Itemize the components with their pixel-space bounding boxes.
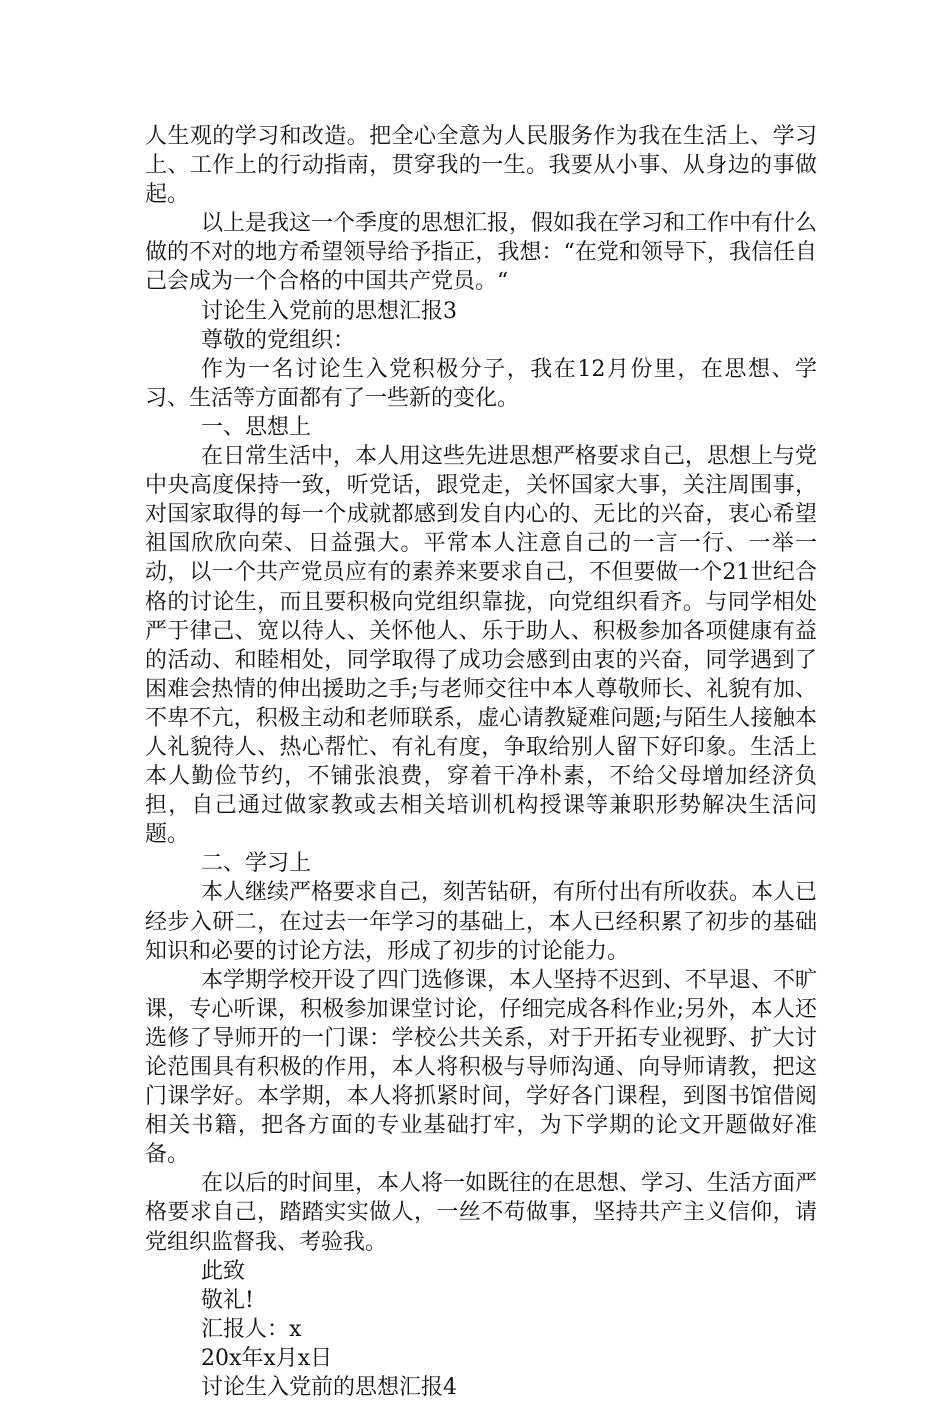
closing-salute: 敬礼! xyxy=(201,1287,254,1313)
closing-line: 此致 xyxy=(201,1258,246,1284)
section-title: 讨论生入党前的思想汇报4 xyxy=(201,1375,457,1401)
heading-study: 二、学习上 xyxy=(201,851,312,877)
heading-thought: 一、思想上 xyxy=(201,414,312,440)
paragraph-body: 人生观的学习和改造。把全心全意为人民服务作为我在生活上、学习上、工作上的行动指南，贯穿我的一生。我要从小事、从身边的事做起。 xyxy=(145,124,817,208)
paragraph-body: 本人继续严格要求自己，刻苦钻研，有所付出有所收获。本人已经步入研二，在过去一年学习的基础上，本人已经积累了初步的基础知识和必要的讨论方法，形成了初步的讨论能力。 xyxy=(145,880,818,964)
paragraph-body: 作为一名讨论生入党积极分子，我在12月份里，在思想、学习、生活等方面都有了一些新的变化。 xyxy=(145,356,817,411)
paragraph-body: 在以后的时间里，本人将一如既往的在思想、学习、生活方面严格要求自己，踏踏实实做人，一丝不苟做事，坚持共产主义信仰，请党组织监督我、考验我。 xyxy=(145,1171,818,1255)
date-line: 20x年x月x日 xyxy=(201,1345,333,1371)
reporter-line: 汇报人：x xyxy=(201,1316,302,1342)
paragraph-body: 在日常生活中，本人用这些先进思想严格要求自己，思想上与党中央高度保持一致，听党话，跟党走，关怀国家大事，关注周围事，对国家取得的每一个成就都感到发自内心的、无比的兴奋，衷心希望祖国欣欣向荣、日益强大。平常本人注意自己的一言一行、一举一动，以一个共产党员应有的素养来要求自己，不但要做一个21世纪合格的讨论生，而且要积极向党组织靠拢，向党组织看齐。与同学相处严于律己、宽以待人、关怀他人、乐于助人、积极参加各项健康有益的活动、和睦相处，同学取得了成功会感到由衷的兴奋，同学遇到了困难会热情的伸出援助之手;与老师交往中本人尊敬师长、礼貌有加、不卑不亢，积极主动和老师联系，虚心请教疑难问题;与陌生人接触本人礼貌待人、热心帮忙、有礼有度，争取给别人留下好印象。生活上本人勤俭节约，不铺张浪费，穿着干净朴素，不给父母增加经济负担，自己通过做家教或去相关培训机构授课等兼职形势解决生活问题。 xyxy=(145,444,818,848)
section-title: 讨论生入党前的思想汇报3 xyxy=(201,298,457,324)
document-page xyxy=(145,122,817,1402)
salutation: 尊敬的党组织： xyxy=(201,327,356,353)
paragraph-body: 以上是我这一个季度的思想汇报，假如我在学习和工作中有什么做的不对的地方希望领导给予指正，我想：“在党和领导下，我信任自己会成为一个合格的中国共产党员。“ xyxy=(145,211,818,295)
paragraph-body: 本学期学校开设了四门选修课，本人坚持不迟到、不早退、不旷课，专心听课，积极参加课堂讨论，仔细完成各科作业;另外，本人还选修了导师开的一门课：学校公共关系，对于开拓专业视野、扩大讨论范围具有积极的作用，本人将积极与导师沟通、向导师请教，把这门课学好。本学期，本人将抓紧时间，学好各门课程，到图书馆借阅相关书籍，把各方面的专业基础打牢，为下学期的论文开题做好准备。 xyxy=(145,967,818,1168)
